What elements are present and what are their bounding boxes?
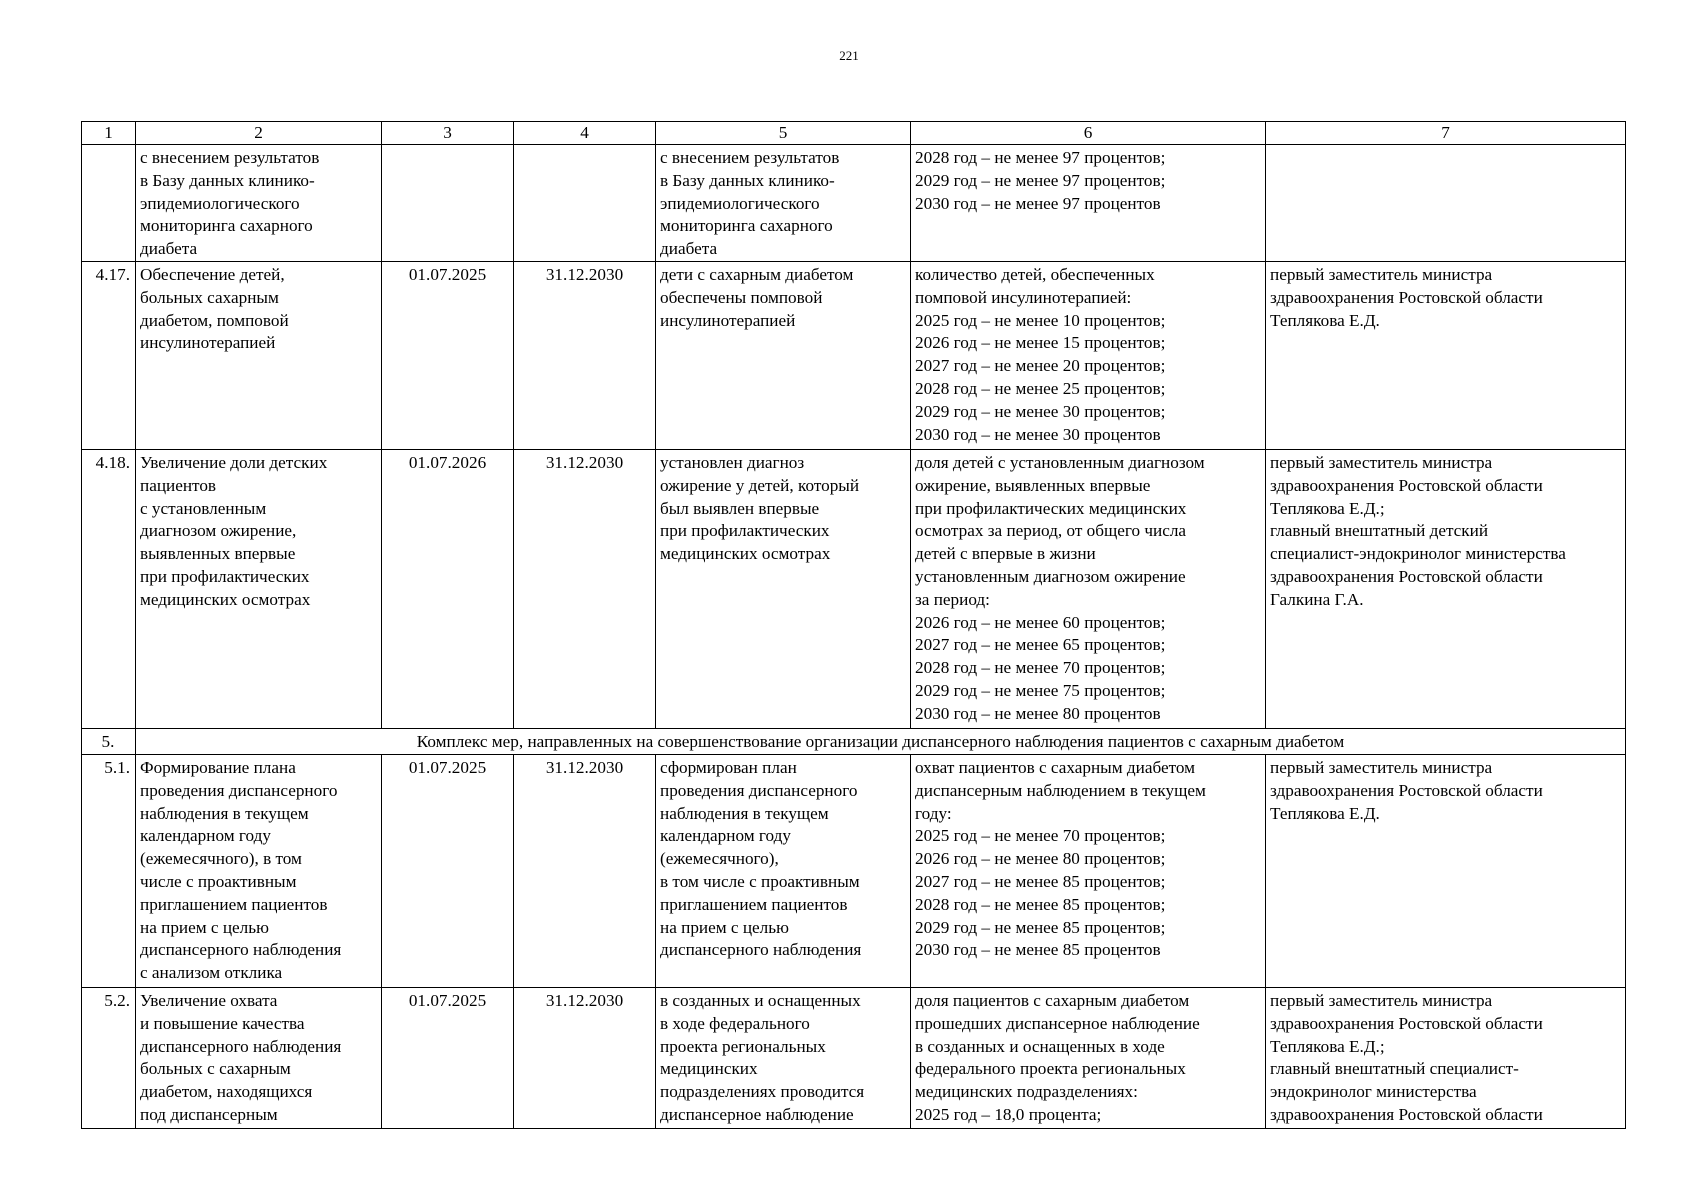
end-date-cell: 31.12.2030 [514, 754, 656, 987]
column-number: 2 [136, 122, 382, 145]
indicator-cell: количество детей, обеспеченных помповой инсулинотерапией: 2025 год – не менее 10 процентов; 2026 год – не менее 15 процентов; 2027 год – не менее 20 процентов; 2028 год – не менее 25 процентов; 2029 год – не менее 30 процентов; 2030 год – не менее 30 процентов [911, 261, 1266, 449]
section-title: Комплекс мер, направленных на совершенствование организации диспансерного наблюдения пациентов с сахарным диабетом [136, 728, 1626, 754]
section-number: 5. [82, 728, 136, 754]
plan-table [81, 121, 1626, 1129]
end-date-cell [514, 145, 656, 262]
result-cell: дети с сахарным диабетом обеспечены помповой инсулинотерапией [656, 261, 911, 449]
responsible-cell: первый заместитель министра здравоохранения Ростовской области Теплякова Е.Д. [1266, 261, 1626, 449]
start-date-cell: 01.07.2025 [382, 987, 514, 1128]
table-row [82, 145, 1626, 262]
measure-cell: Увеличение охвата и повышение качества диспансерного наблюдения больных с сахарным диабетом, находящихся под диспансерным [136, 987, 382, 1128]
section-row [82, 728, 1626, 754]
column-number: 3 [382, 122, 514, 145]
table-row [82, 261, 1626, 449]
item-number: 4.18. [82, 449, 136, 728]
column-number: 6 [911, 122, 1266, 145]
page-number: 221 [839, 48, 859, 63]
table-row [82, 449, 1626, 728]
responsible-cell: первый заместитель министра здравоохранения Ростовской области Теплякова Е.Д.; главный внештатный специалист- эндокринолог министерства здравоохранения Ростовской области [1266, 987, 1626, 1128]
result-cell: сформирован план проведения диспансерного наблюдения в текущем календарном году (ежемесячного), в том числе с проактивным приглашением пациентов на прием с целью диспансерного наблюдения [656, 754, 911, 987]
end-date-cell: 31.12.2030 [514, 987, 656, 1128]
column-number: 4 [514, 122, 656, 145]
result-cell: с внесением результатов в Базу данных клинико- эпидемиологического мониторинга сахарного диабета [656, 145, 911, 262]
item-number [82, 145, 136, 262]
end-date-cell: 31.12.2030 [514, 261, 656, 449]
start-date-cell: 01.07.2025 [382, 754, 514, 987]
item-number: 5.1. [82, 754, 136, 987]
indicator-cell: 2028 год – не менее 97 процентов; 2029 год – не менее 97 процентов; 2030 год – не менее 97 процентов [911, 145, 1266, 262]
indicator-cell: доля детей с установленным диагнозом ожирение, выявленных впервые при профилактических медицинских осмотрах за период, от общего числа детей с впервые в жизни установленным диагнозом ожирение за период: 2026 год – не менее 60 процентов; 2027 год – не менее 65 процентов; 2028 год – не менее 70 процентов; 2029 год – не менее 75 процентов; 2030 год – не менее 80 процентов [911, 449, 1266, 728]
start-date-cell: 01.07.2025 [382, 261, 514, 449]
responsible-cell: первый заместитель министра здравоохранения Ростовской области Теплякова Е.Д. [1266, 754, 1626, 987]
column-number: 1 [82, 122, 136, 145]
indicator-cell: охват пациентов с сахарным диабетом диспансерным наблюдением в текущем году: 2025 год – не менее 70 процентов; 2026 год – не менее 80 процентов; 2027 год – не менее 85 процентов; 2028 год – не менее 85 процентов; 2029 год – не менее 85 процентов; 2030 год – не менее 85 процентов [911, 754, 1266, 987]
end-date-cell: 31.12.2030 [514, 449, 656, 728]
result-cell: установлен диагноз ожирение у детей, который был выявлен впервые при профилактических медицинских осмотрах [656, 449, 911, 728]
start-date-cell: 01.07.2026 [382, 449, 514, 728]
column-number: 5 [656, 122, 911, 145]
column-number-row [82, 122, 1626, 145]
item-number: 5.2. [82, 987, 136, 1128]
indicator-cell: доля пациентов с сахарным диабетом прошедших диспансерное наблюдение в созданных и оснащенных в ходе федерального проекта региональных медицинских подразделениях: 2025 год – 18,0 процента; [911, 987, 1266, 1128]
table-row [82, 987, 1626, 1128]
measure-cell: Увеличение доли детских пациентов с установленным диагнозом ожирение, выявленных впервые при профилактических медицинских осмотрах [136, 449, 382, 728]
measure-cell: Формирование плана проведения диспансерного наблюдения в текущем календарном году (ежемесячного), в том числе с проактивным приглашением пациентов на прием с целью диспансерного наблюдения с анализом отклика [136, 754, 382, 987]
column-number: 7 [1266, 122, 1626, 145]
measure-cell: Обеспечение детей, больных сахарным диабетом, помповой инсулинотерапией [136, 261, 382, 449]
measure-cell: с внесением результатов в Базу данных клинико- эпидемиологического мониторинга сахарного диабета [136, 145, 382, 262]
item-number: 4.17. [82, 261, 136, 449]
responsible-cell [1266, 145, 1626, 262]
responsible-cell: первый заместитель министра здравоохранения Ростовской области Теплякова Е.Д.; главный внештатный детский специалист-эндокринолог министерства здравоохранения Ростовской области Галкина Г.А. [1266, 449, 1626, 728]
result-cell: в созданных и оснащенных в ходе федерального проекта региональных медицинских подразделениях проводится диспансерное наблюдение [656, 987, 911, 1128]
start-date-cell [382, 145, 514, 262]
table-row [82, 754, 1626, 987]
